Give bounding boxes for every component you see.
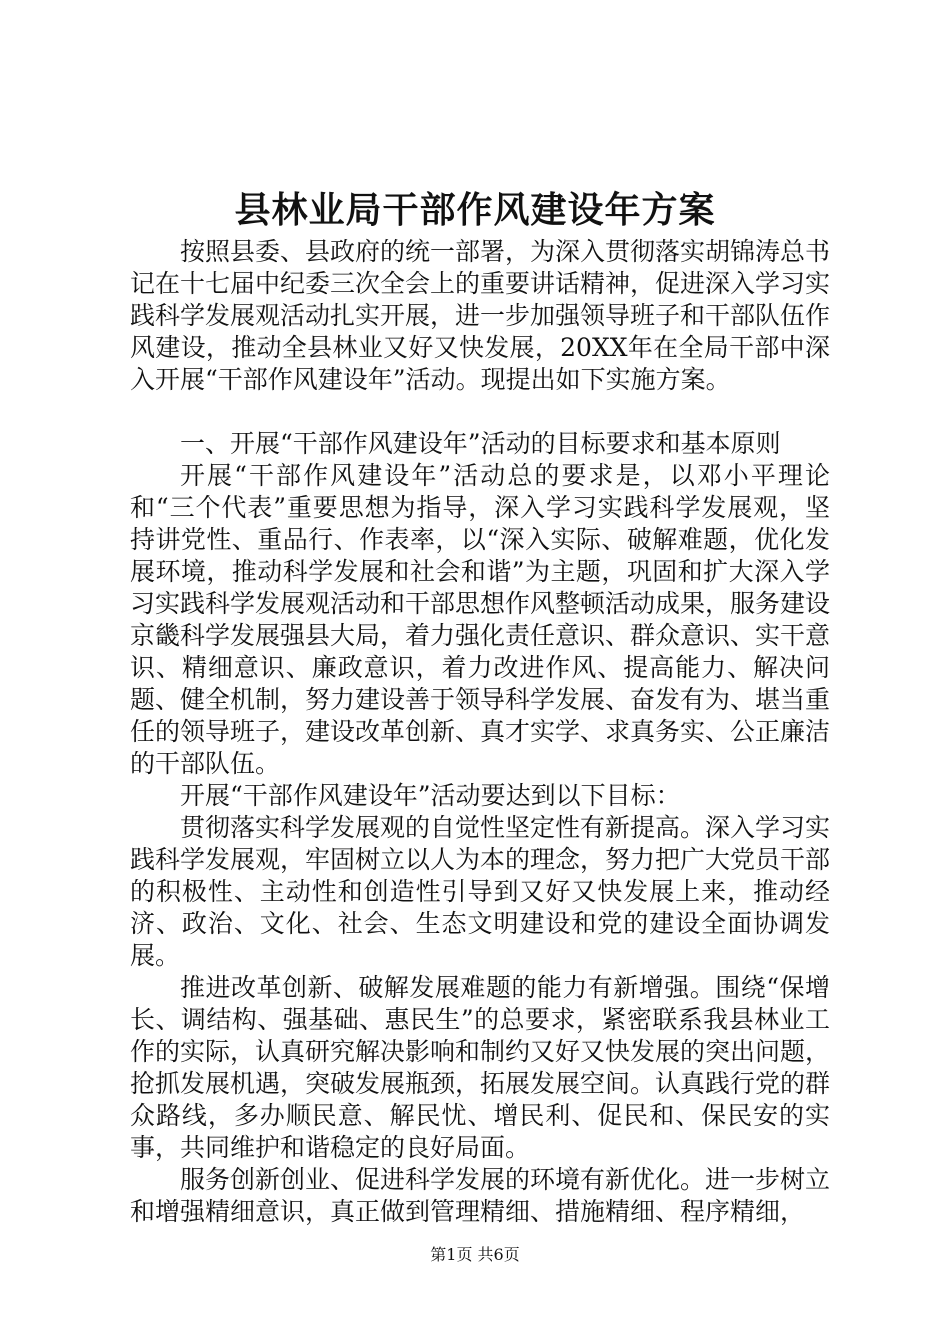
paragraph-goal-2: 推进改革创新、破解发展难题的能力有新增强。围绕“保增长、调结构、强基础、惠民生”的总要求，紧密联系我县林业工作的实际，认真研究解决影响和制约又好又快发展的突出问题，抢抓发展机遇，突破发展瓶颈，拓展发展空间。认真践行党的群众路线，多办顺民意、解民忧、增民利、促民和、保民安的实事，共同维护和谐稳定的良好局面。	[130, 973, 831, 1162]
paragraph-intro: 按照县委、县政府的统一部署，为深入贯彻落实胡锦涛总书记在十七届中纪委三次全会上的重要讲话精神，促进深入学习实践科学发展观活动扎实开展，进一步加强领导班子和干部队伍作风建设，推动全县林业又好又快发展，20XX年在全局干部中深入开展“干部作风建设年”活动。现提出如下实施方案。	[130, 237, 831, 394]
section-heading: 一、开展“干部作风建设年”活动的目标要求和基本原则	[180, 429, 781, 458]
paragraph-goal-3: 服务创新创业、促进科学发展的环境有新优化。进一步树立和增强精细意识，真正做到管理精细、措施精细、程序精细，	[130, 1165, 831, 1226]
paragraph-requirements: 开展“干部作风建设年”活动总的要求是，以邓小平理论和“三个代表”重要思想为指导，深入学习实践科学发展观，坚持讲党性、重品行、作表率，以“深入实际、破解难题，优化发展环境，推动科学发展和社会和谐”为主题，巩固和扩大深入学习实践科学发展观活动和干部思想作风整顿活动成果，服务建设京畿科学发展强县大局，着力强化责任意识、群众意识、实干意识、精细意识、廉政意识，着力改进作风、提高能力、解决问题、健全机制，努力建设善于领导科学发展、奋发有为、堪当重任的领导班子，建设改革创新、真才实学、求真务实、公正廉洁的干部队伍。	[130, 461, 831, 778]
document-body	[130, 236, 830, 1228]
paragraph-goal-1: 贯彻落实科学发展观的自觉性坚定性有新提高。深入学习实践科学发展观，牢固树立以人为本的理念，努力把广大党员干部的积极性、主动性和创造性引导到又好又快发展上来，推动经济、政治、文化、社会、生态文明建设和党的建设全面协调发展。	[130, 813, 831, 970]
paragraph-goals-intro: 开展“干部作风建设年”活动要达到以下目标：	[180, 781, 681, 810]
document-title: 县林业局干部作风建设年方案	[234, 189, 716, 231]
page-number-footer: 第1页 共6页	[430, 1245, 520, 1264]
paragraph-spacer	[130, 396, 830, 428]
